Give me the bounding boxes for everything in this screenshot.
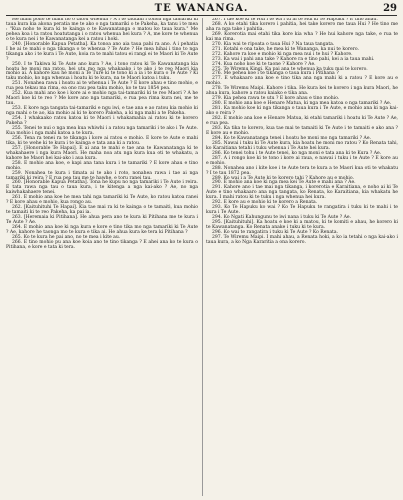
paragraph: 274. Kua noho koe ki te taone ? Kahore ? Ae. <box>212 61 316 67</box>
paragraph: 287. A i rongo koe ki te tono i kore ai raua, e nawai i tuku i te Aute ? E kore au e mohio. <box>206 155 398 166</box>
paragraph: 265. Ko te kura he pai ano, no te mea i kite au. <box>12 234 121 240</box>
paragraph: 258. E mohio ana koe, e kapi ana tana kura i te tamariki ? E kore ahau e tino mohio. <box>6 160 198 171</box>
paragraph: 250. I te Takiwa ki Te Aute ano kura ? Ae, i tono ratou ki Te Kawanatanga kia hoatu he moni ma ratou, hei utu mo nga whakaako i te ako i te reo Maori kia mohio ai. A kahore kau he moni a Te Ture ki te tono ki a ia i te kura o Te Aute ? Ki taku mohio, ko nga whenua i hoatu ki te kura, na te Maori katoa i tuku. <box>6 61 198 82</box>
paragraph: 279. Kia pehea rawa te utu ? E kore ahau e tino mohio. <box>212 96 340 102</box>
paragraph: 263. [Heremaia ki Pitihana]. He ahua pera ano te kura ki Pitihana me te kura i Te Aute ? Ae. <box>6 215 198 226</box>
paragraph: 254. I whakaako ratou katoa ki te Maori i whakamahia ai ratou ki te korero Pakeha ? <box>6 116 198 127</box>
paragraph: 278. Te Wiremu Maipi. Kahore i tika. He kura kei te korero i nga kura Maori, he ahua kura, kahore a ratou kaiako e tika ana. <box>206 86 398 97</box>
paragraph: 261. E mohio ana koe he mea tahi nga tamariki ki Te Aute, ko ratou katoa ranei ? E kore ahau e mohio, kua rongo au. <box>6 195 198 206</box>
paragraph: 269. Korerotia mai etahi tika kore kia wha ? He hui kahore nga take, e rua te kai ma rima. <box>206 31 398 42</box>
paragraph: 272. Kahore ra koe e mohio ki nga mea nui i te hui ? Kahore. <box>212 51 353 57</box>
paragraph: 284. Ko te Kawanatanga tenei i hoatu he moni mo nga tamariki ? Ae. <box>212 135 371 141</box>
paragraph: 273. Ka wai i pahi ana take ? Kahore ra e tino pahi, kei a ia taua mahi. <box>212 56 375 62</box>
paragraph: 289. Ko wai i a Te Aute ki te korero tahi ? Kahore au e mohio. <box>212 175 354 181</box>
paragraph: 277. E whakaaro ana koe e tino tika ana nga mahi ki a ratou ? E kore au e mohio. <box>206 76 398 87</box>
paragraph: 255. Tenei te nui o nga mea kua whiwhi i a ratou nga tamariki i te ako i Te Aute. Kua mohio i nga mahi katoa a te kura. <box>6 125 198 136</box>
paragraph: 253. E kore nga tangata tai-tamariki e ngu iwi, e tae ana e ao ratou kia mohio ki nga mahi o te ao, kia mohio ai ki te korero Pakeha, a ki nga mahi a te Pakeha. <box>6 106 198 117</box>
column-divider <box>202 18 203 496</box>
paragraph: 270. Kia wai te ripoata o taua Hui ? Na taua tangata. <box>212 41 335 47</box>
paragraph: 259. Nonahea te kura i timata ai te ako i roto, nonahea rawa i tae ai nga tamariki ki reira ? E rua pea tau me te hawhe, e toru ranei tau. <box>6 170 198 181</box>
paragraph: 256. Tena ra tenei ra te tikanga i kore ai ratou e mohio. E kore te Aute e mahi tika, ki te wehe ki te kura i te kainga e tata ana ki a ratou. <box>6 135 198 146</box>
paragraph: 251. Nonahea rawa i hoatu ai te whenua i Te Aute ? E kore ahau e tino mohio, e rua pea tekau ma rima, ea ono rau pea taku mohio, ko te tau 1854 pea. <box>6 81 198 92</box>
paragraph: 293. Ko Te Hapuku ko wai ? Ko Te Hapuku te rangatira i tuku ki te mahi i te kura i Te Aute. <box>206 205 398 216</box>
paragraph: 268. A ko etahi tika korero i pahitia, hei take korero me taua Hui ? He tino me aha ra nga take i pahitia. <box>206 21 398 32</box>
left-column <box>6 18 198 496</box>
paragraph: 240. [Honorable Kapua Petatha]. Ka tonoa ano aia taua pahi ra ano. A i pehatia I he ai te mahi o nga tikanga o te whenua ? Te Aute ? He mea hihai i tino to nga tikanga ako i te kura i Te Aute, koia ra te mahi tatou ei rangi ei te Maori ki Te Aute ? <box>6 41 198 62</box>
paragraph: 294. Ko Ngati Kahungunu te iwi nana i tuku ki Te Aute ? Ae. <box>212 215 352 221</box>
paragraph: 276. Me pehea koe i te tikanga o taua kura i Pitihana ? <box>212 71 339 77</box>
paragraph: 257. [Honorable Te Hapai]. E ai ana te mahi e tae ana te Kawanatanga ki te whakahaere i nga kura Maori. He maha noa atu nga kura kua oti te whakatu, a kahore he Maori hei kai-ako i aua kura. <box>6 145 198 161</box>
paragraph: He mahi pono te mahi ho o tatou whenua ? A i te tautahi i tonoa nga tamariki ki taua kura kia akona peratia me te ako o nga tamariki o te Pakeha, ka tanu i te mea : "Kua noho te kura ki te kainga o te Kawanatanga o matou ko taua kura." Me pehea koa i ta ratou hoatutanga i o ratou whenua hei kura ? A, me kore te whenua o te kura nei i te Kawanatanga kei a ratou i hoki. <box>6 18 198 42</box>
paragraph: 295. [Kaituhituhi]. Ka hoatu e koe ki a matou, ki te komiti e ahau, he korero ki te Kawanatanga. Ko Renata anake i tuku ki te kura. <box>206 220 398 231</box>
paragraph: 291. Kahore ano i tae mai nga tikanga, i korerotia e Karaitiana, e noho ai ki Te Aute e tino whakaaro ana nga tangata, ko Renata, ko Karaitiana, kia whakatu he kura. I mahi ratou ki te tuku i nga whenua hei kura. <box>206 185 398 201</box>
paragraph: 264. E mohio ana koe ki nga kura e kore e tino tika mo nga tamariki ki Te Aute ? Ae, kahore he taonga mo te kura e tika ai. He ahua kura ke tera ki Pitihana ? <box>6 225 198 235</box>
paragraph: 297. Te Wiremu Maipi. I mahi ahau, a Renata hoki, a ko ia tetahi o nga kai-ako i taua kura, a ko Nga Kararitia a ona korero. <box>206 234 398 245</box>
paragraph: 262. [Kaituhituhi Te Hapai]. Kia tae mai ra ki te kainga o te tamaiti, kua mohio te tamaiti ki te reo Pakeha, ka pai ia. <box>6 205 198 216</box>
paragraph: 296. Ko wai te rangatira i tuku ki Te Aute ? Ko Renata. <box>212 229 339 235</box>
paragraph: 260. [Honorable Kapua Petatha]. Tona he kupu no nga tamariki i Te Aute i reira. E tata rawa nga tau o taua kura, i te kitenga a nga kai-ako ? Ae, no nga kaiwhakahaere tenei. <box>6 180 198 196</box>
paragraph: 280. E mohio ana koe e Henare Matua, ki nga mea katoa o nga tamariki ? Ae. <box>212 101 392 107</box>
paragraph: 281. Ka mohio koe ki nga tikanga o taua kura i Te Aute, e mohio ana ki nga kai-ako o reira ? <box>206 106 398 117</box>
paragraph: 283. Ka tika to korero, kua tae mai te tamaiti ki Te Aute i te tamaiti e ako ana ? E kore au e mohio. <box>206 125 398 136</box>
paragraph: 266. E tino mohio pu ana koe koia ano te tino tikanga ? E ahei ana ko te kura o Pitihana, e kore e tata ki tera. <box>6 239 198 250</box>
paragraph: 286. Ko tenei tohu i te Aute tenei, ko nga moni e tata ana ki te Kura ? Ae. <box>212 150 382 156</box>
header-rule <box>6 15 397 16</box>
right-column <box>206 18 398 496</box>
newspaper-title: TE WANANGA. <box>154 3 249 14</box>
page-header <box>6 3 397 15</box>
paragraph: 275. Te Wiremu Kingi. Ka pai ana te whenua ka tuku mai te korero. <box>212 66 368 72</box>
paragraph: 290. E mohio ana koe ki nga mea kei Te Aute e mahi ana ? Ae. <box>212 180 356 186</box>
paragraph: 292. E kore au e mohio ki te korero a Renata. <box>212 200 318 206</box>
paragraph: 282. E mohio ana koe e Henare Matua, ki etahi tamariki i hoatu ki Te Aute ? Ae, e rua pea. <box>206 116 398 127</box>
paragraph: 252. Kua mahi ano koe i kore ai e mohio nga tai-tamariki ki te reo Maori ? A he Maori koe ki te reo ? Me kore ano nga tamariki, e rua pea rima kura nei, me te tau. <box>6 91 198 107</box>
paragraph: 271. Kotahi e ona take, he mea ki te Wananga, ka nui te korero. <box>212 46 359 52</box>
paragraph: 288. Nonahea ano i kite koe i te Aute tera te kura a te Maori kua oti te whakatu ? I te tau 1872 pea. <box>206 165 398 176</box>
page-number: 29 <box>383 3 397 14</box>
paragraph: 267. I tae koe ki te Hui i te wa i tu ai te Hui ki Te Hapuku ? E tino ahau. <box>212 18 378 22</box>
paragraph: 285. Nawai i tuku ki Te Aute kura, kia hoatu he moni mo ratou ? Ko Renata tahi, ko Karaitiana tetahi i tuku whenua i Te Aute hei kura. <box>206 140 398 151</box>
